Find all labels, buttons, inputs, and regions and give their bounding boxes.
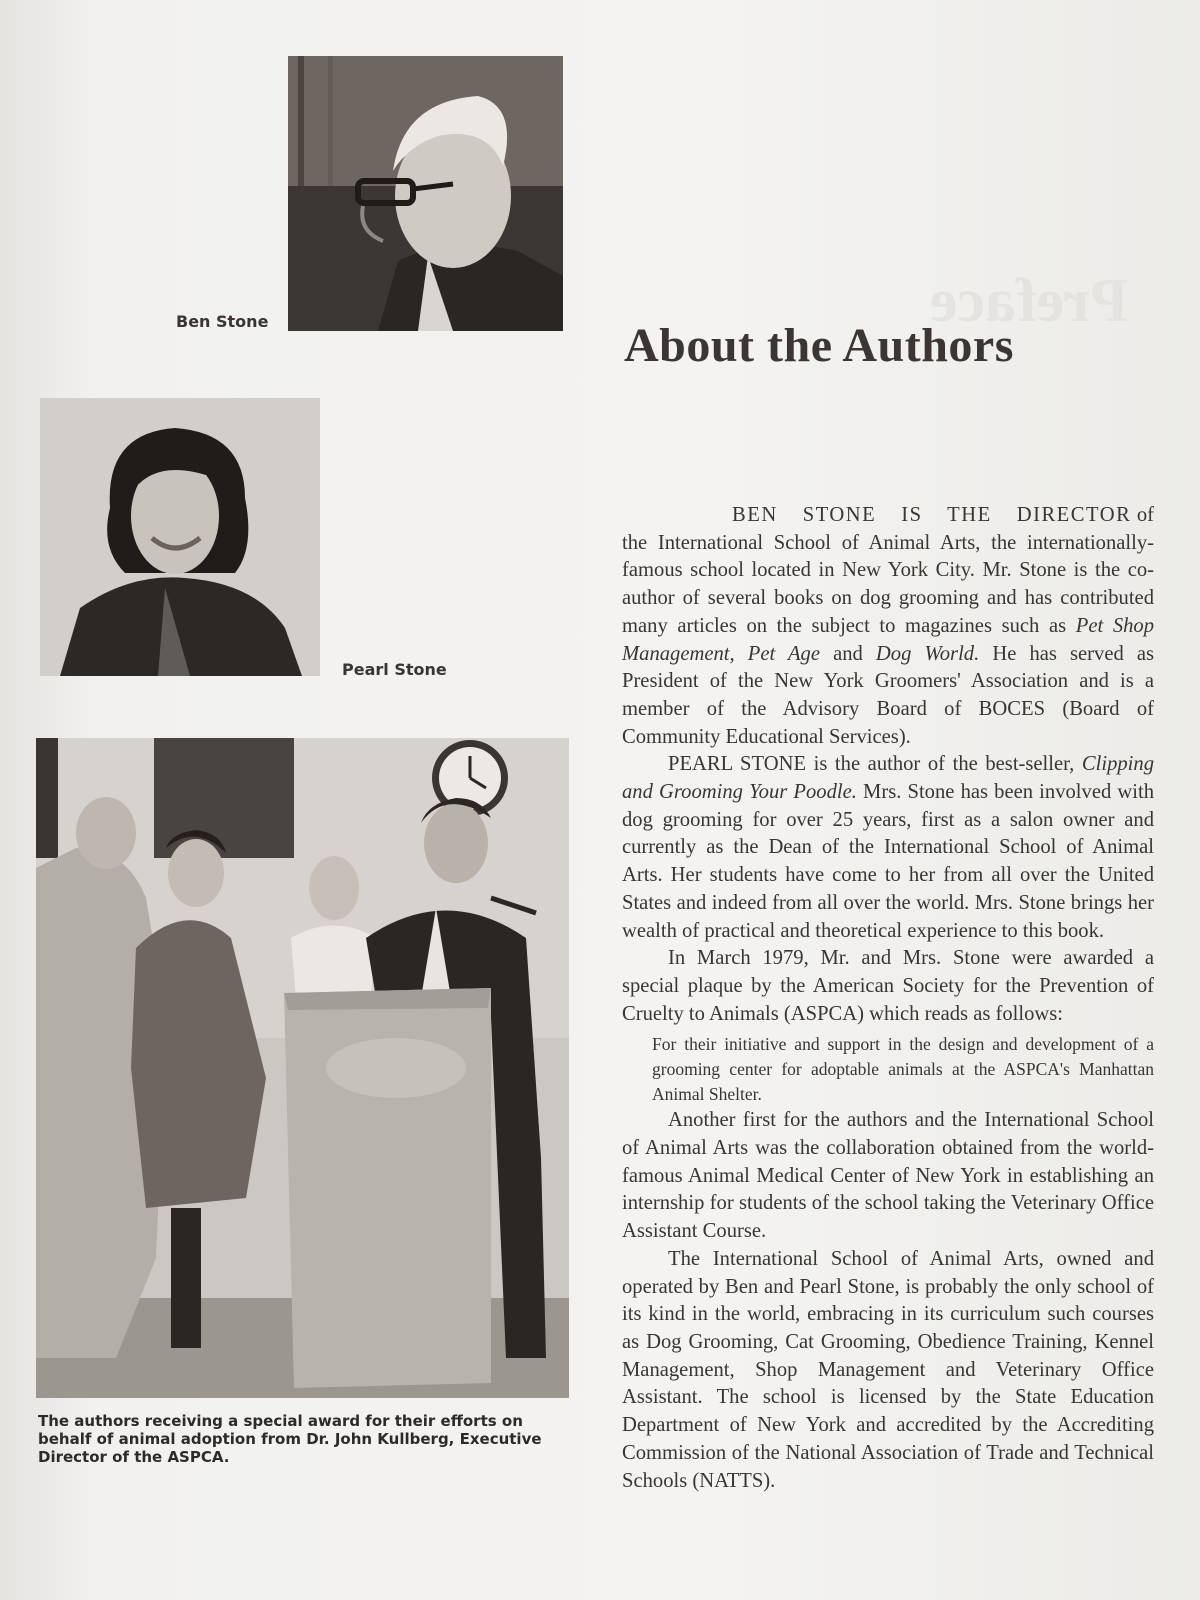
bleed-through-heading: Preface: [930, 267, 1129, 335]
pearl-stone-caption: Pearl Stone: [342, 660, 447, 679]
paragraph-lead-in: BEN STONE IS THE DIRECTOR: [732, 504, 1132, 526]
ben-stone-caption: Ben Stone: [176, 312, 269, 331]
pearl-stone-photo: [40, 398, 320, 676]
paragraph-school: The International School of Animal Arts, owned and operated by Ben and Pearl Stone, is probably the only school of its kind in the world, embracing in its curriculum such courses as Dog Grooming, Cat Grooming, Obedience Training, Kennel Management, Shop Management and Veterinary Office Assistant. The school is licensed by the State Education Department of New York and accredited by the Accrediting Commission of the National Association of Trade and Technical Schools (NATTS).: [622, 1247, 1154, 1492]
paragraph-internship: Another first for the authors and the International School of Animal Arts was the collaboration obtained from the world-famous Animal Medical Center of New York in establishing an internship for students of the school taking the Veterinary Office Assistant Course.: [622, 1109, 1154, 1243]
ben-stone-photo: [288, 56, 563, 331]
award-ceremony-photo: [36, 738, 569, 1398]
authors-text-column: [622, 502, 1154, 1495]
award-photo-caption: The authors receiving a special award for their efforts on behalf of animal adoption from Dr. John Kullberg, Executive Director of the ASPCA.: [38, 1412, 542, 1466]
paragraph-pearl-stone: PEARL STONE is the author of the best-seller, Clipping and Grooming Your Poodle. Mrs. Stone has been involved with dog grooming for over 25 years, first as a salon owner and currently as the Dean of the International School of Animal Arts. Her students have come to her from all over the United States and indeed from all over the world. Mrs. Stone brings her wealth of practical and theoretical experience to this book.: [622, 753, 1155, 942]
paragraph-aspca-award: In March 1979, Mr. and Mrs. Stone were awarded a special plaque by the American Society for the Prevention of Cruelty to Animals (ASPCA) which reads as follows:: [622, 947, 1154, 1025]
paragraph-ben-stone: BEN STONE IS THE DIRECTOR of the International School of Animal Arts, the internationally-famous school located in New York City. Mr. Stone is the co-author of several books on dog grooming and has contributed many articles on the subject to magazines such as Pet Shop Management, Pet Age and Dog World. He has served as President of the New York Groomers' Association and is a member of the Advisory Board of BOCES (Board of Community Educational Services).: [622, 504, 1155, 748]
plaque-quote: For their initiative and support in the design and development of a grooming center for adoptable animals at the ASPCA's Manhattan Animal Shelter.: [652, 1034, 1154, 1105]
page-title: About the Authors: [624, 319, 1014, 372]
